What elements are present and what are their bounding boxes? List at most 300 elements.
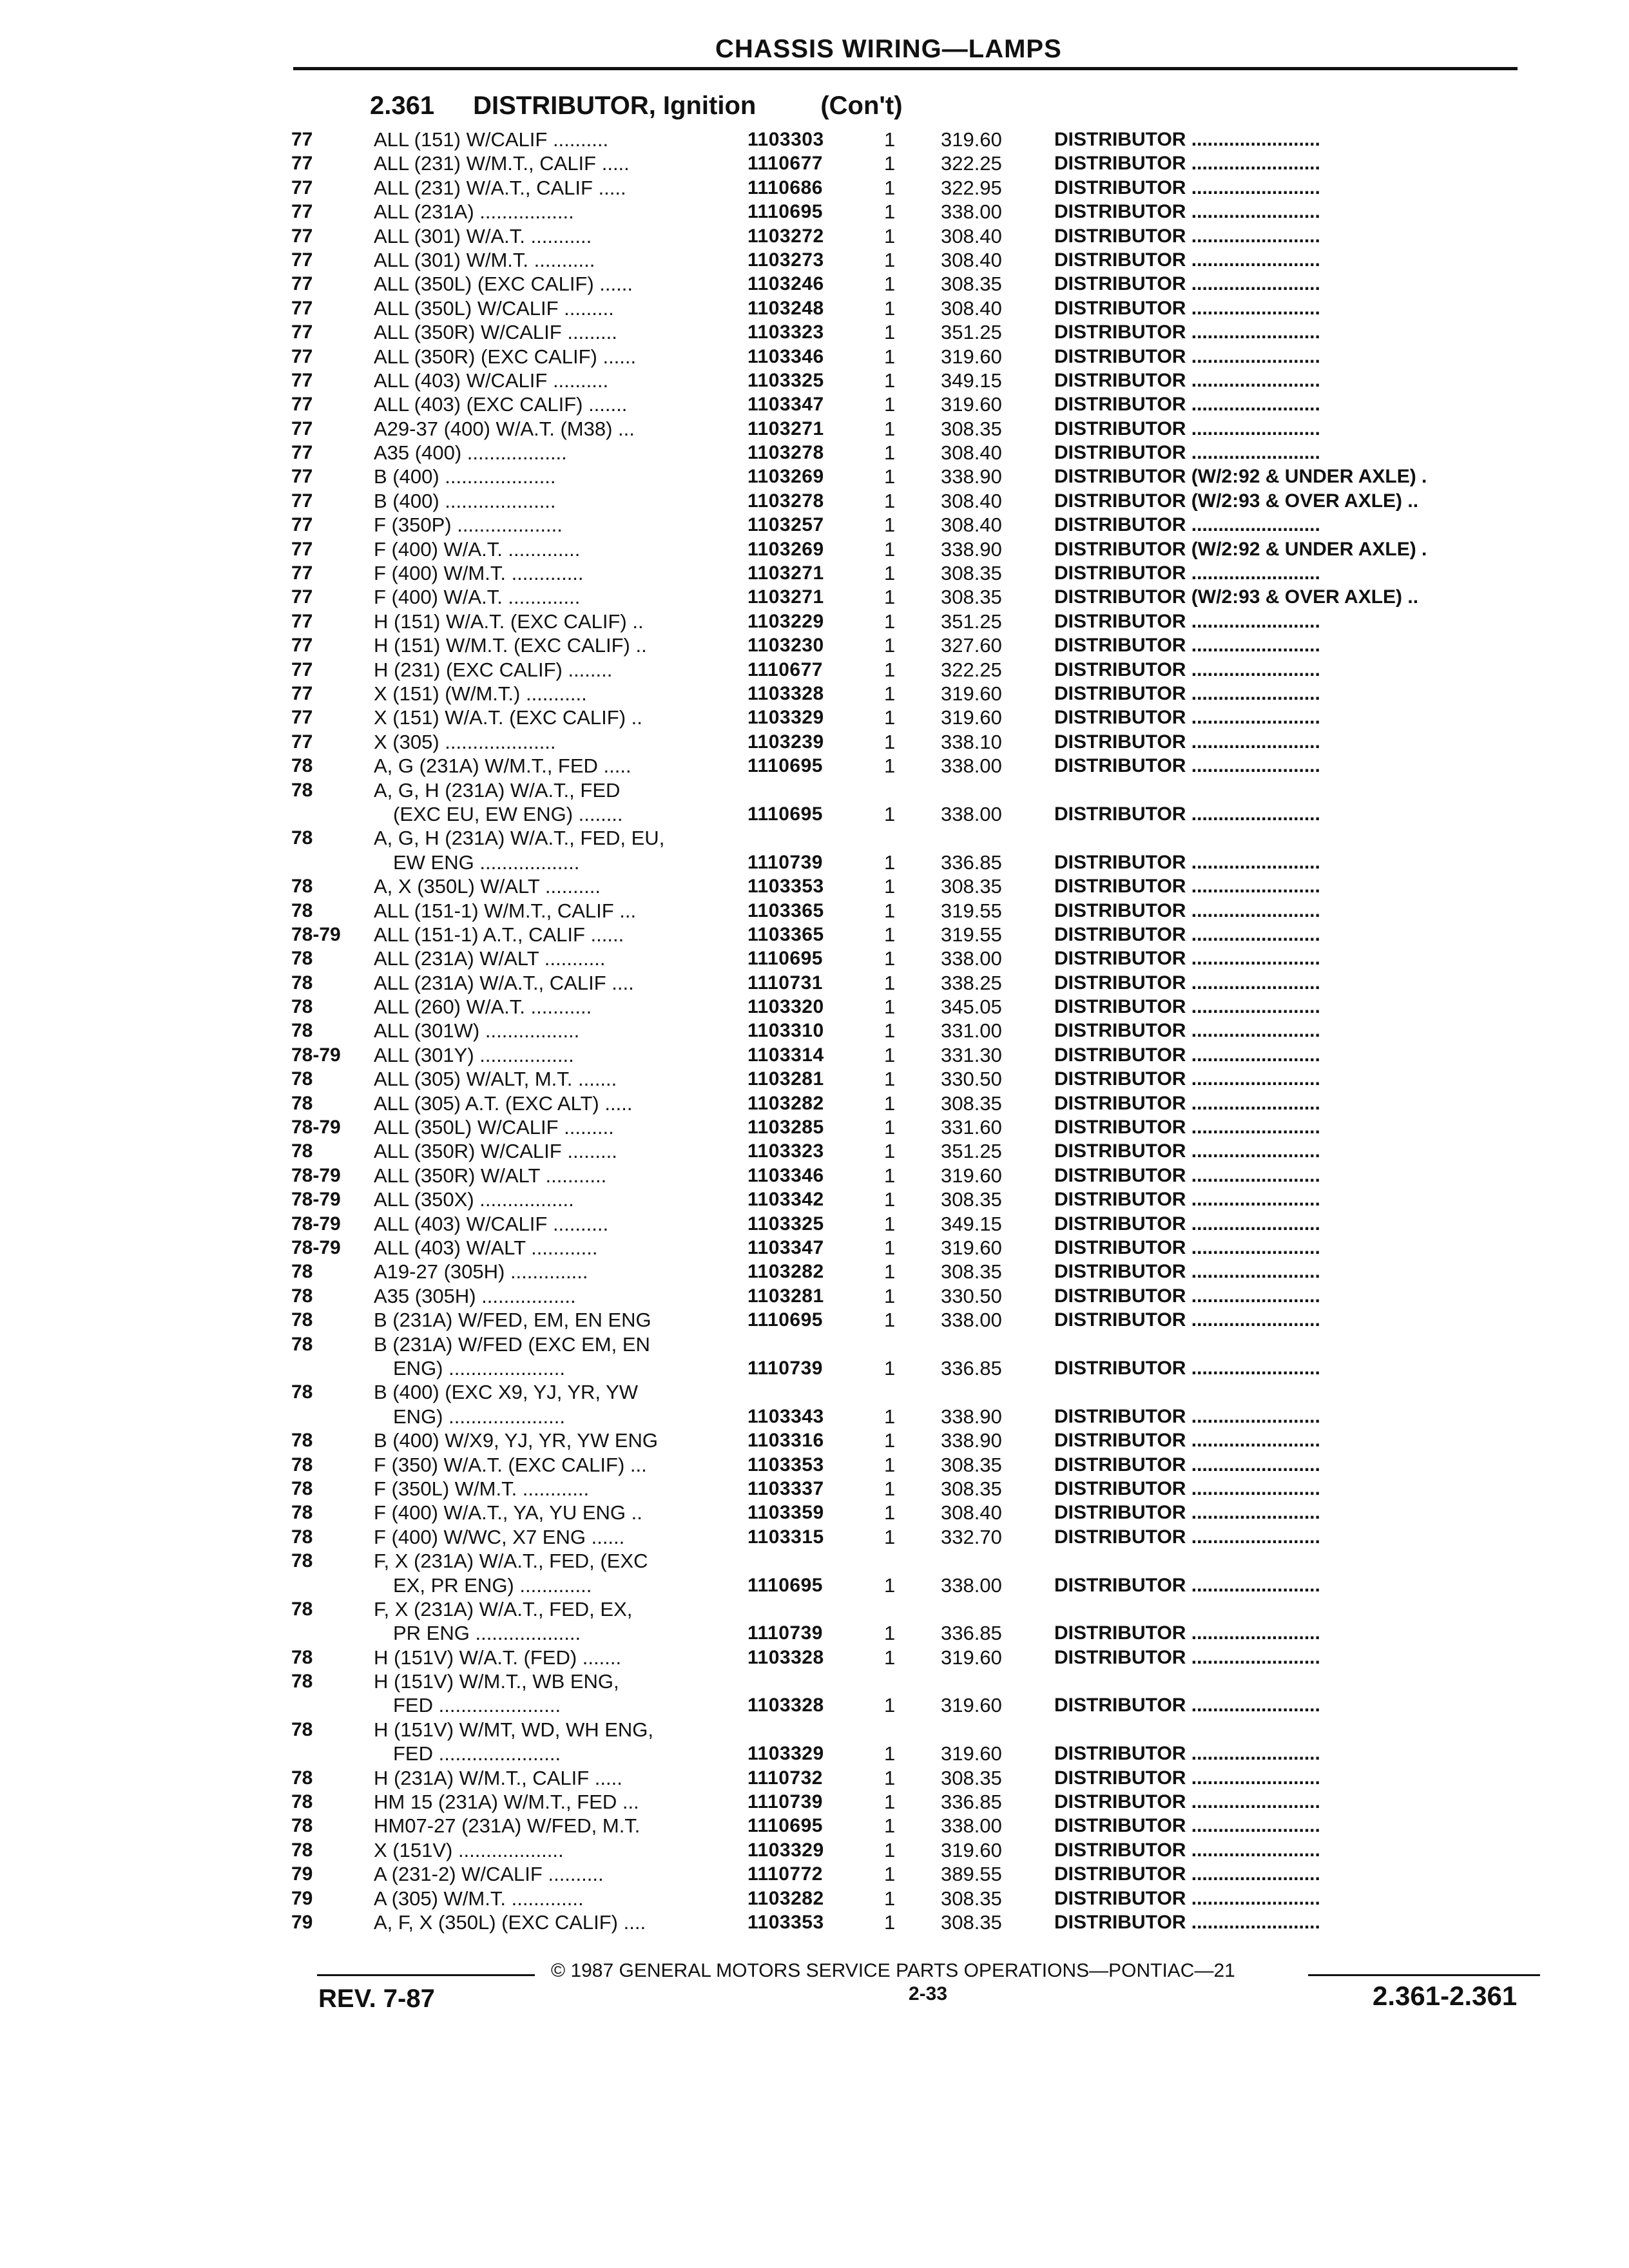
table-row [0, 1814, 1629, 1838]
part-name: DISTRIBUTOR ........................ [1054, 273, 1320, 295]
application-description: A29-37 (400) W/A.T. (M38) ... [374, 417, 635, 440]
model-year: 79 [291, 1912, 313, 1934]
quantity: 1 [884, 995, 896, 1019]
part-name: DISTRIBUTOR ........................ [1054, 1502, 1320, 1524]
price: 330.50 [941, 1068, 1002, 1091]
part-name: DISTRIBUTOR ........................ [1054, 610, 1320, 632]
part-number: 1103365 [747, 899, 824, 921]
table-row [0, 1838, 1629, 1862]
model-year: 77 [291, 418, 313, 439]
part-number: 1103314 [747, 1044, 824, 1066]
price: 349.15 [941, 1212, 1002, 1235]
model-year: 79 [291, 1863, 313, 1885]
part-name: DISTRIBUTOR ........................ [1054, 418, 1320, 439]
model-year: 77 [291, 610, 313, 632]
model-year: 77 [291, 442, 313, 464]
price: 336.85 [941, 850, 1002, 874]
table-row [0, 1790, 1629, 1814]
model-year: 79 [291, 1887, 313, 1909]
part-number: 1103230 [747, 635, 824, 657]
part-name: DISTRIBUTOR ........................ [1054, 1117, 1320, 1139]
model-year: 78 [291, 1671, 313, 1693]
part-name: DISTRIBUTOR ........................ [1054, 923, 1320, 945]
table-row [0, 778, 1629, 827]
application-description: ALL (403) W/CALIF .......... [374, 1212, 609, 1235]
part-name: DISTRIBUTOR ........................ [1054, 1309, 1320, 1331]
table-row [0, 417, 1629, 441]
part-name: DISTRIBUTOR ........................ [1054, 1815, 1320, 1837]
part-number: 1103353 [747, 1454, 824, 1475]
price: 319.60 [941, 1694, 1002, 1717]
table-row [0, 1669, 1629, 1718]
model-year: 78 [291, 1333, 313, 1355]
table-row [0, 1091, 1629, 1115]
part-name: DISTRIBUTOR ........................ [1054, 1912, 1320, 1934]
application-description-cont: FED ...................... [393, 1742, 561, 1765]
part-name: DISTRIBUTOR ........................ [1054, 153, 1320, 175]
application-description: ALL (403) W/ALT ............ [374, 1236, 598, 1259]
application-description: ALL (403) (EXC CALIF) ....... [374, 393, 628, 416]
table-row [0, 1308, 1629, 1332]
model-year: 78 [291, 1767, 313, 1789]
application-description: X (151V) ................... [374, 1838, 564, 1861]
part-name: DISTRIBUTOR ........................ [1054, 1405, 1320, 1427]
quantity: 1 [884, 947, 896, 970]
table-row [0, 1718, 1629, 1766]
quantity: 1 [884, 152, 896, 175]
part-name: DISTRIBUTOR ........................ [1054, 1526, 1320, 1548]
model-year: 78-79 [291, 1237, 341, 1258]
table-row [0, 272, 1629, 296]
price: 308.35 [941, 1260, 1002, 1283]
part-number: 1103346 [747, 1164, 824, 1186]
section-number: 2.361 [370, 91, 435, 120]
price: 308.35 [941, 1453, 1002, 1476]
price: 351.25 [941, 1140, 1002, 1163]
application-description: ALL (350R) W/CALIF ......... [374, 321, 617, 344]
application-description: ALL (231A) ................. [374, 200, 574, 224]
part-number: 1110677 [747, 153, 823, 175]
part-number: 1103281 [747, 1285, 824, 1307]
price: 308.35 [941, 586, 1002, 609]
application-description: F (400) W/A.T. ............. [374, 586, 581, 609]
table-row [0, 1910, 1629, 1934]
footer-rule-right [1308, 1974, 1540, 1976]
quantity: 1 [884, 417, 896, 440]
quantity: 1 [884, 1694, 896, 1717]
application-description: F (350P) ................... [374, 514, 563, 537]
application-description: F, X (231A) W/A.T., FED, EX, [374, 1597, 633, 1620]
application-description: X (305) .................... [374, 730, 556, 753]
table-row [0, 176, 1629, 200]
application-description: B (400) .................... [374, 489, 556, 512]
quantity: 1 [884, 1188, 896, 1211]
price: 331.00 [941, 1019, 1002, 1043]
model-year: 78 [291, 1815, 313, 1837]
part-name: DISTRIBUTOR ........................ [1054, 1887, 1320, 1909]
application-description: ALL (350R) (EXC CALIF) ...... [374, 345, 637, 368]
model-year: 78 [291, 1502, 313, 1524]
part-name: DISTRIBUTOR ........................ [1054, 803, 1320, 825]
table-row [0, 1887, 1629, 1910]
price: 308.40 [941, 514, 1002, 537]
part-name: DISTRIBUTOR ........................ [1054, 948, 1320, 970]
application-description: H (231A) W/M.T., CALIF ..... [374, 1766, 622, 1789]
part-name: DISTRIBUTOR ........................ [1054, 1261, 1320, 1283]
application-description: A (231-2) W/CALIF .......... [374, 1863, 604, 1886]
quantity: 1 [884, 1309, 896, 1332]
page-number: 2-33 [909, 1983, 948, 2004]
price: 308.40 [941, 248, 1002, 271]
section-title: DISTRIBUTOR, Ignition [473, 91, 757, 120]
part-number: 1110677 [747, 658, 823, 680]
quantity: 1 [884, 514, 896, 537]
table-row [0, 923, 1629, 947]
quantity: 1 [884, 1477, 896, 1500]
quantity: 1 [884, 176, 896, 199]
part-name: DISTRIBUTOR ........................ [1054, 129, 1320, 150]
quantity: 1 [884, 465, 896, 488]
model-year: 78 [291, 1477, 313, 1499]
quantity: 1 [884, 489, 896, 512]
quantity: 1 [884, 1814, 896, 1838]
quantity: 1 [884, 1260, 896, 1283]
quantity: 1 [884, 586, 896, 609]
part-name: DISTRIBUTOR ........................ [1054, 635, 1320, 657]
model-year: 77 [291, 201, 313, 223]
table-row [0, 1019, 1629, 1043]
application-description: H (151V) W/A.T. (FED) ....... [374, 1646, 622, 1669]
part-number: 1110772 [747, 1863, 823, 1885]
part-number: 1103282 [747, 1092, 824, 1114]
part-name: DISTRIBUTOR (W/2:92 & UNDER AXLE) . [1054, 538, 1427, 560]
table-row [0, 345, 1629, 369]
part-number: 1103239 [747, 731, 824, 753]
part-number: 1103337 [747, 1477, 824, 1499]
model-year: 77 [291, 658, 313, 680]
quantity: 1 [884, 562, 896, 585]
table-row [0, 1477, 1629, 1501]
table-row [0, 1236, 1629, 1260]
part-number: 1103325 [747, 1213, 824, 1235]
part-name: DISTRIBUTOR ........................ [1054, 1791, 1320, 1813]
part-name: DISTRIBUTOR ........................ [1054, 442, 1320, 464]
model-year: 77 [291, 345, 313, 367]
quantity: 1 [884, 1164, 896, 1187]
quantity: 1 [884, 1453, 896, 1476]
price: 308.40 [941, 441, 1002, 465]
part-name: DISTRIBUTOR ........................ [1054, 1743, 1320, 1765]
table-row [0, 971, 1629, 995]
application-description: F (400) W/A.T. ............. [374, 537, 581, 561]
quantity: 1 [884, 1405, 896, 1428]
part-name: DISTRIBUTOR ........................ [1054, 755, 1320, 777]
quantity: 1 [884, 1501, 896, 1524]
table-row [0, 320, 1629, 344]
part-number: 1110695 [747, 1574, 823, 1596]
price: 338.00 [941, 947, 1002, 970]
part-number: 1103320 [747, 996, 824, 1018]
model-year: 78 [291, 1092, 313, 1114]
application-description: F, X (231A) W/A.T., FED, (EXC [374, 1550, 648, 1573]
price: 389.55 [941, 1863, 1002, 1886]
part-number: 1103347 [747, 394, 824, 416]
table-row [0, 392, 1629, 416]
quantity: 1 [884, 1646, 896, 1669]
price: 332.70 [941, 1525, 1002, 1548]
price: 319.60 [941, 706, 1002, 729]
part-name: DISTRIBUTOR ........................ [1054, 297, 1320, 319]
model-year: 78 [291, 1791, 313, 1813]
price: 308.40 [941, 1501, 1002, 1524]
part-name: DISTRIBUTOR (W/2:93 & OVER AXLE) .. [1054, 490, 1419, 512]
price: 338.90 [941, 465, 1002, 488]
quantity: 1 [884, 1911, 896, 1934]
application-description: ALL (231) W/M.T., CALIF ..... [374, 152, 630, 175]
model-year: 77 [291, 153, 313, 175]
part-number: 1103328 [747, 1695, 824, 1716]
table-row [0, 1525, 1629, 1549]
part-name: DISTRIBUTOR ........................ [1054, 1430, 1320, 1452]
table-row [0, 1646, 1629, 1669]
part-number: 1103328 [747, 1646, 824, 1668]
price: 336.85 [941, 1791, 1002, 1814]
table-row [0, 826, 1629, 874]
table-row [0, 1597, 1629, 1646]
quantity: 1 [884, 393, 896, 416]
application-description-cont: (EXC EU, EW ENG) ........ [393, 802, 623, 825]
table-row [0, 128, 1629, 151]
part-name: DISTRIBUTOR ........................ [1054, 1646, 1320, 1668]
part-number: 1103316 [747, 1430, 824, 1452]
price: 308.40 [941, 489, 1002, 512]
price: 319.55 [941, 899, 1002, 922]
table-row [0, 513, 1629, 537]
quantity: 1 [884, 802, 896, 825]
model-year: 77 [291, 635, 313, 657]
part-number: 1110695 [747, 803, 823, 825]
part-number: 1103272 [747, 225, 824, 247]
model-year: 78 [291, 1068, 313, 1090]
table-row [0, 1380, 1629, 1428]
quantity: 1 [884, 1140, 896, 1163]
part-name: DISTRIBUTOR ........................ [1054, 1454, 1320, 1475]
application-description: ALL (305) A.T. (EXC ALT) ..... [374, 1091, 633, 1115]
part-number: 1103246 [747, 273, 824, 295]
model-year: 78-79 [291, 1213, 341, 1235]
price: 308.35 [941, 1091, 1002, 1115]
table-row [0, 296, 1629, 320]
part-name: DISTRIBUTOR ........................ [1054, 514, 1320, 536]
quantity: 1 [884, 441, 896, 465]
application-description: ALL (151-1) A.T., CALIF ...... [374, 923, 624, 946]
table-row [0, 224, 1629, 248]
part-name: DISTRIBUTOR ........................ [1054, 1020, 1320, 1042]
quantity: 1 [884, 1742, 896, 1765]
table-row [0, 1212, 1629, 1236]
table-row [0, 1187, 1629, 1211]
application-description: A19-27 (305H) .............. [374, 1260, 588, 1283]
model-year: 77 [291, 466, 313, 488]
table-row [0, 1332, 1629, 1381]
quantity: 1 [884, 1622, 896, 1645]
part-name: DISTRIBUTOR ........................ [1054, 1863, 1320, 1885]
application-description: A35 (400) .................. [374, 441, 567, 465]
model-year: 77 [291, 394, 313, 416]
quantity: 1 [884, 875, 896, 898]
part-name: DISTRIBUTOR ........................ [1054, 1574, 1320, 1596]
application-description: ALL (260) W/A.T. ........... [374, 995, 592, 1019]
quantity: 1 [884, 296, 896, 320]
price: 338.90 [941, 537, 1002, 561]
part-name: DISTRIBUTOR ........................ [1054, 996, 1320, 1018]
model-year: 78 [291, 1309, 313, 1331]
price: 308.35 [941, 1766, 1002, 1789]
model-year: 78 [291, 1261, 313, 1283]
table-row [0, 441, 1629, 465]
part-number: 1103328 [747, 682, 824, 704]
part-number: 1110695 [747, 1815, 823, 1837]
quantity: 1 [884, 1043, 896, 1066]
quantity: 1 [884, 1236, 896, 1259]
price: 338.25 [941, 971, 1002, 994]
part-number: 1103329 [747, 1839, 824, 1861]
quantity: 1 [884, 273, 896, 296]
quantity: 1 [884, 345, 896, 368]
price: 338.00 [941, 1814, 1002, 1838]
application-description: A, X (350L) W/ALT .......... [374, 875, 601, 898]
quantity: 1 [884, 369, 896, 392]
price: 338.90 [941, 1429, 1002, 1452]
application-description: ALL (350X) ................. [374, 1188, 574, 1211]
price: 319.60 [941, 393, 1002, 416]
footer-rule-left [317, 1974, 535, 1976]
part-number: 1103365 [747, 923, 824, 945]
part-name: DISTRIBUTOR ........................ [1054, 1164, 1320, 1186]
table-row [0, 585, 1629, 609]
part-number: 1110739 [747, 851, 823, 873]
quantity: 1 [884, 1068, 896, 1091]
part-name: DISTRIBUTOR ........................ [1054, 1237, 1320, 1258]
model-year: 77 [291, 249, 313, 271]
model-year: 77 [291, 586, 313, 608]
application-description: A35 (305H) ................. [374, 1284, 576, 1307]
price: 308.35 [941, 1188, 1002, 1211]
table-row [0, 899, 1629, 923]
price: 308.35 [941, 1911, 1002, 1934]
quantity: 1 [884, 850, 896, 874]
table-row [0, 730, 1629, 754]
application-description: ALL (301W) ................. [374, 1019, 580, 1043]
price: 322.95 [941, 176, 1002, 199]
quantity: 1 [884, 754, 896, 778]
quantity: 1 [884, 321, 896, 344]
quantity: 1 [884, 1838, 896, 1861]
application-description-cont: ENG) ..................... [393, 1356, 565, 1379]
part-number: 1103281 [747, 1068, 824, 1090]
application-description: ALL (301Y) ................. [374, 1043, 574, 1066]
quantity: 1 [884, 899, 896, 922]
part-name: DISTRIBUTOR ........................ [1054, 1044, 1320, 1066]
part-name: DISTRIBUTOR ........................ [1054, 972, 1320, 994]
quantity: 1 [884, 1863, 896, 1886]
part-number: 1103346 [747, 345, 824, 367]
part-number: 1110695 [747, 948, 823, 970]
part-number: 1103271 [747, 418, 824, 439]
model-year: 78 [291, 996, 313, 1018]
quantity: 1 [884, 537, 896, 561]
price: 322.25 [941, 152, 1002, 175]
part-number: 1103273 [747, 249, 824, 271]
quantity: 1 [884, 1525, 896, 1548]
application-description: ALL (350L) W/CALIF ......... [374, 296, 614, 320]
section-heading [370, 91, 941, 120]
model-year: 78 [291, 1839, 313, 1861]
quantity: 1 [884, 682, 896, 705]
part-name: DISTRIBUTOR ........................ [1054, 1285, 1320, 1307]
application-description: F (350) W/A.T. (EXC CALIF) ... [374, 1453, 647, 1476]
price: 336.85 [941, 1356, 1002, 1379]
table-row [0, 1549, 1629, 1597]
part-name: DISTRIBUTOR ........................ [1054, 1622, 1320, 1644]
part-number: 1103353 [747, 1912, 824, 1934]
part-name: DISTRIBUTOR ........................ [1054, 1189, 1320, 1211]
table-row [0, 1862, 1629, 1886]
price: 319.60 [941, 1646, 1002, 1669]
application-description: ALL (350R) W/ALT ........... [374, 1164, 607, 1187]
price: 338.00 [941, 802, 1002, 825]
price: 308.35 [941, 562, 1002, 585]
model-year: 78-79 [291, 1044, 341, 1066]
application-description: F (400) W/M.T. ............. [374, 562, 584, 585]
part-number: 1103278 [747, 490, 824, 512]
part-number: 1110695 [747, 755, 823, 777]
price: 319.60 [941, 1742, 1002, 1765]
part-number: 1103285 [747, 1117, 824, 1139]
price: 338.00 [941, 754, 1002, 778]
price: 338.00 [941, 200, 1002, 224]
application-description: ALL (231A) W/ALT ........... [374, 947, 606, 970]
model-year: 77 [291, 490, 313, 512]
table-row [0, 1260, 1629, 1283]
application-description: A, G, H (231A) W/A.T., FED [374, 778, 621, 802]
part-name: DISTRIBUTOR ........................ [1054, 1092, 1320, 1114]
table-row [0, 1428, 1629, 1452]
table-row [0, 995, 1629, 1019]
table-row [0, 489, 1629, 513]
header-rule [293, 67, 1518, 70]
part-name: DISTRIBUTOR (W/2:92 & UNDER AXLE) . [1054, 466, 1427, 488]
model-year: 77 [291, 273, 313, 295]
model-year: 78 [291, 779, 313, 801]
model-year: 78 [291, 1285, 313, 1307]
price: 349.15 [941, 369, 1002, 392]
table-row [0, 151, 1629, 175]
price: 308.35 [941, 273, 1002, 296]
model-year: 78 [291, 1550, 313, 1572]
application-description: ALL (350L) W/CALIF ......... [374, 1116, 614, 1139]
quantity: 1 [884, 224, 896, 247]
price: 330.50 [941, 1284, 1002, 1307]
part-number: 1103257 [747, 514, 824, 536]
table-row [0, 1115, 1629, 1139]
part-number: 1103359 [747, 1502, 824, 1524]
part-number: 1103329 [747, 1743, 824, 1765]
part-number: 1110695 [747, 1309, 823, 1331]
quantity: 1 [884, 128, 896, 151]
page-header-title: CHASSIS WIRING—LAMPS [715, 35, 1062, 63]
part-name: DISTRIBUTOR ........................ [1054, 707, 1320, 729]
